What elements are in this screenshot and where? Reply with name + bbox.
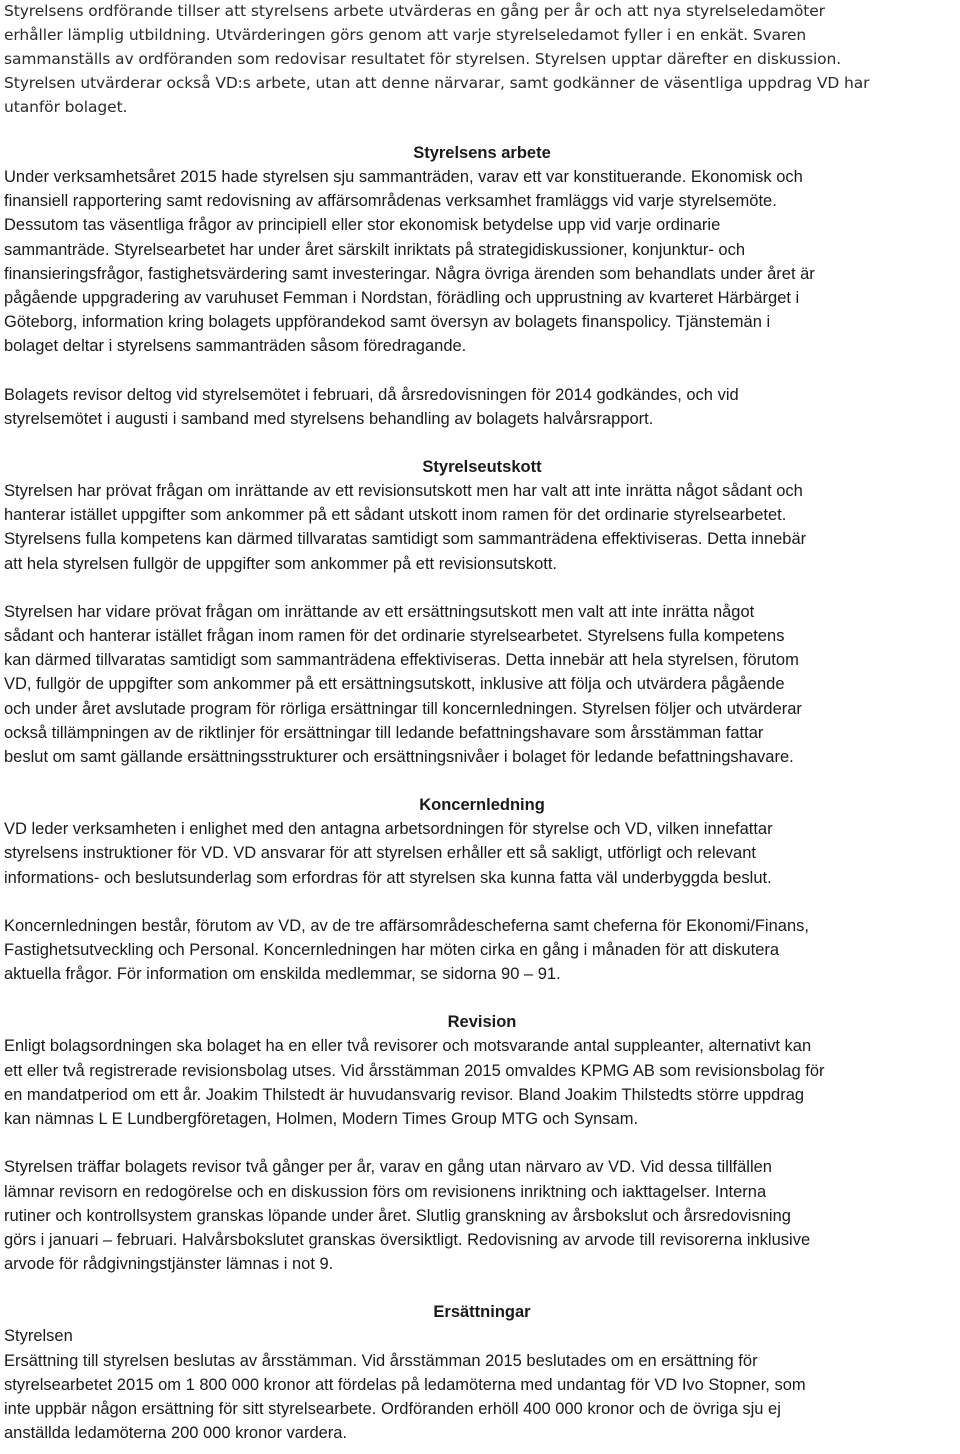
revision-paragraph-2: Styrelsen träffar bolagets revisor två gånger per år, varav en gång utan närvaro av VD. Vid dessa tillfällen lämnar revisorn en redogörelse och en diskussion förs om revisionens inriktning och iakttagelser. Interna rutiner och kontrollsystem granskas löpande under året. Slutlig granskning av årsbokslut och årsredovisning görs i januari – februari. Halvårsbokslutet granskas översiktligt. Redovisning av arvode till revisorerna inklusive arvode för rådgivningstjänster lämnas i not 9. [4,1158,811,1274]
heading-ersattningar: Ersättningar [433,1303,531,1322]
koncernledning-paragraph-2: Koncernledningen består, förutom av VD, av de tre affärsområdescheferna samt cheferna för Ekonomi/Finans, Fastighetsutveckling och Personal. Koncernledningen har möten cirka en gång i månaden för att diskutera aktuella frågor. För information om enskilda medlemmar, se sidorna 90 – 91. [4,916,809,984]
styrelsens-arbete-paragraph-2: Bolagets revisor deltog vid styrelsemötet i februari, då årsredovisningen för 2014 godkändes, och vid styrelsemötet i augusti i samband med styrelsens behandling av bolagets halvårsrapport. [4,385,739,428]
revision-paragraph-1: Enligt bolagsordningen ska bolaget ha en eller två revisorer och motsvarande antal suppleanter, alternativt kan ett eller två registrerade revisionsbolag utses. Vid årsstämman 2015 omvaldes KPMG AB som revisionsbolag för en mandatperiod om ett år. Joakim Thilstedt är huvudansvarig revisor. Bland Joakim Thilstedts större uppdrag kan nämnas L E Lundbergföretagen, Holmen, Modern Times Group MTG och Synsam. [4,1037,825,1129]
koncernledning-paragraph-1: VD leder verksamheten i enlighet med den antagna arbetsordningen för styrelse och VD, vilken innefattar styrelsens instruktioner för VD. VD ansvarar för att styrelsen erhåller ett så sakligt, utförligt och relevant informations- och beslutsunderlag som erfordras för att styrelsen ska kunna fatta väl underbyggda beslut. [4,820,773,887]
intro-paragraph: Styrelsens ordförande tillser att styrelsens arbete utvärderas en gång per år och att nya styrelseledamöter erhåller lämplig utbildning. Utvärderingen görs genom att varje styrelseledamot fyller i en enkät. Svaren sammanställs av ordföranden som redovisar resultatet för styrelsen. Styrelsen upptar därefter en diskussion. Styrelsen utvärderar också VD:s arbete, utan att denne närvarar, samt godkänner de väsentliga uppdrag VD har utanför bolaget. [4,2,870,116]
heading-styrelseutskott: Styrelseutskott [422,458,542,477]
heading-styrelsens-arbete: Styrelsens arbete [413,144,551,162]
styrelsens-arbete-paragraph-1: Under verksamhetsåret 2015 hade styrelsen sju sammanträden, varav ett var konstituerande. Ekonomisk och finansiell rapportering samt redovisning av affärsområdenas verksamhet framläggs vid varje styrelsemöte. Dessutom tas väsentliga frågor av principiell eller stor ekonomisk betydelse upp vid varje ordinarie sammanträde. Styrelsearbetet har under året särskilt inriktats på strategidiskussioner, konjunktur- och finansieringsfrågor, fastighetsvärdering samt investeringar. Några övriga ärenden som behandlats under året är pågående uppgradering av varuhuset Femman i Nordstan, förädling och upprustning av kvarteret Härbärget i Göteborg, information kring bolagets uppförandekod samt översyn av bolagets finanspolicy. Tjänstemän i bolaget deltar i styrelsens sammanträden såsom föredragande. [4,168,815,356]
heading-revision: Revision [447,1013,517,1032]
ersattningar-subheading: Styrelsen [4,1327,73,1346]
styrelseutskott-paragraph-1: Styrelsen har prövat frågan om inrättande av ett revisionsutskott men har valt att inte inrätta något sådant och hanterar istället uppgifter som ankommer på ett sådant utskott inom ramen för det ordinarie styrelsearbetet. Styrelsens fulla kompetens kan därmed tillvaratas samtidigt som sammanträdena effektiviseras. Detta innebär att hela styrelsen fullgör de uppgifter som ankommer på ett revisionsutskott. [4,482,807,573]
styrelseutskott-paragraph-2: Styrelsen har vidare prövat frågan om inrättande av ett ersättningsutskott men valt att inte inrätta något sådant och hanterar istället frågan inom ramen för det ordinarie styrelsearbetet. Styrelsens fulla kompetens kan därmed tillvaratas samtidigt som sammanträdena effektiviseras. Detta innebär att hela styrelsen, förutom VD, fullgör de uppgifter som ankommer på ett ersättningsutskott, inklusive att följa och utvärdera pågående och under året avslutade program för rörliga ersättningar till koncernledningen. Styrelsen följer och utvärderar också tillämpningen av de riktlinjer för ersättningar till ledande befattningshavare som årsstämman fattar beslut om samt gällande ersättningsstrukturer och ersättningsnivåer i bolaget för ledande befattningshavare. [4,602,802,767]
ersattningar-paragraph-1: Ersättning till styrelsen beslutas av årsstämman. Vid årsstämman 2015 beslutades om en ersättning för styrelsearbetet 2015 om 1 800 000 kronor att fördelas på ledamöterna med undantag för VD Ivo Stopner, som inte uppbär någon ersättning för sitt styrelsearbete. Ordföranden erhöll 400 000 kronor och de övriga sju ej anställda ledamöterna 200 000 kronor vardera. [4,1351,806,1443]
heading-koncernledning: Koncernledning [419,796,545,815]
